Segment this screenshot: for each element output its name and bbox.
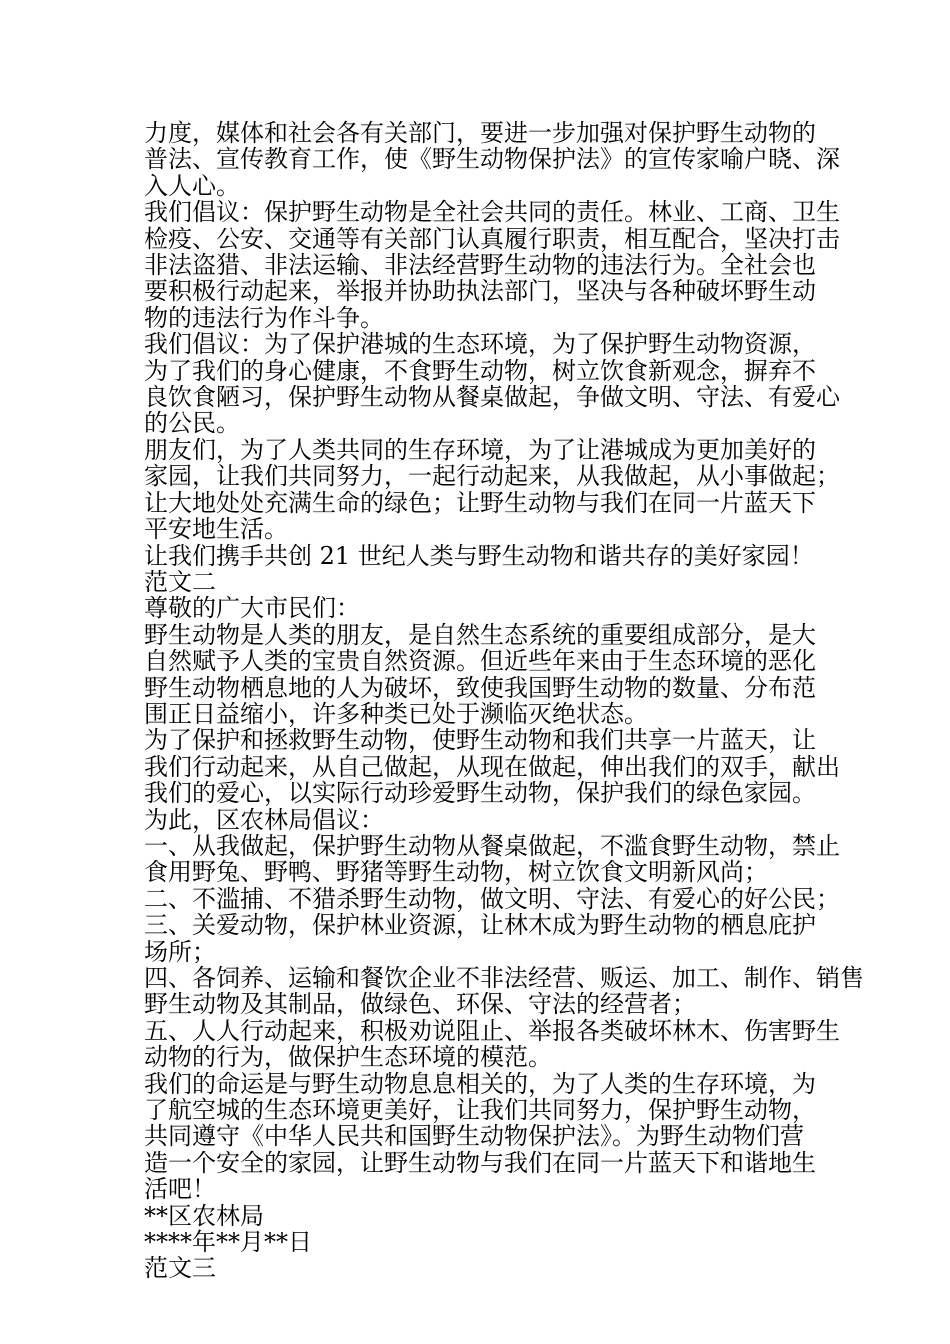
text-line: 野生动物是人类的朋友，是自然生态系统的重要组成部分，是大: [144, 620, 816, 649]
section-heading: 范文二: [144, 567, 216, 596]
text-line: 活吧！: [144, 1175, 216, 1204]
text-line: 要积极行动起来，举报并协助执法部门，坚决与各种破坏野生动: [144, 277, 816, 306]
text-line: 入人心。: [144, 171, 240, 200]
text-line: 为了保护和拯救野生动物，使野生动物和我们共享一片蓝天，让: [144, 726, 816, 755]
text-line: 野生动物栖息地的人为破坏，致使我国野生动物的数量、分布范: [144, 673, 816, 702]
text-line: 家园，让我们共同努力，一起行动起来，从我做起，从小事做起；: [144, 462, 840, 491]
text-line: 力度，媒体和社会各有关部门，要进一步加强对保护野生动物的: [144, 119, 816, 147]
text-line: 我们倡议：保护野生动物是全社会共同的责任。林业、工商、卫生: [144, 198, 840, 227]
text-line: 了航空城的生态环境更美好，让我们共同努力，保护野生动物，: [144, 1096, 816, 1125]
text-line: 四、各饲养、运输和餐饮企业不非法经营、贩运、加工、制作、销售: [144, 964, 864, 992]
signature-date: ****年**月**日: [144, 1228, 312, 1257]
document-body: [144, 119, 864, 1283]
text-line: 我们行动起来，从自己做起，从现在做起，伸出我们的双手，献出: [144, 752, 840, 781]
text-line: 平安地生活。: [144, 515, 288, 544]
text-line: 物的违法行为作斗争。: [144, 303, 384, 332]
text-line: 检疫、公安、交通等有关部门认真履行职责，相互配合，坚决打击: [144, 224, 840, 253]
text-line: 朋友们，为了人类共同的生存环境，为了让港城成为更加美好的: [144, 435, 816, 464]
text-line: 非法盗猎、非法运输、非法经营野生动物的违法行为。全社会也: [144, 251, 816, 280]
text-line: 造一个安全的家园，让野生动物与我们在同一片蓝天下和谐地生: [144, 1148, 816, 1177]
text-line: 食用野兔、野鸭、野猪等野生动物，树立饮食文明新风尚；: [144, 858, 768, 887]
text-line: 让我们携手共创 21 世纪人类与野生动物和谐共存的美好家园！: [144, 541, 814, 570]
text-line: 围正日益缩小，许多种类已处于濒临灭绝状态。: [144, 699, 648, 728]
text-line: 为了我们的身心健康，不食野生动物，树立饮食新观念，摒弃不: [144, 356, 816, 385]
text-line: 我们的命运是与野生动物息息相关的，为了人类的生存环境，为: [144, 1069, 816, 1098]
text-line: 共同遵守《中华人民共和国野生动物保护法》。为野生动物们营: [144, 1122, 804, 1151]
text-line: 良饮食陋习，保护野生动物从餐桌做起，争做文明、守法、有爱心: [144, 383, 840, 412]
text-line: 野生动物及其制品，做绿色、环保、守法的经营者；: [144, 990, 696, 1019]
text-line: 我们的爱心，以实际行动珍爱野生动物，保护我们的绿色家园。: [144, 779, 816, 808]
text-line: 五、人人行动起来，积极劝说阻止、举报各类破坏林木、伤害野生: [144, 1016, 840, 1045]
text-line: 为此，区农林局倡议：: [144, 805, 384, 834]
text-line: 自然赋予人类的宝贵自然资源。但近些年来由于生态环境的恶化: [144, 647, 816, 676]
text-line: 场所；: [144, 937, 216, 966]
section-heading: 范文三: [144, 1254, 216, 1283]
signature-org: **区农林局: [144, 1201, 264, 1230]
text-line: 三、关爱动物，保护林业资源，让林木成为野生动物的栖息庇护: [144, 911, 816, 940]
text-line: 普法、宣传教育工作，使《野生动物保护法》的宣传家喻户晓、深: [144, 145, 840, 174]
text-line: 动物的行为，做保护生态环境的模范。: [144, 1043, 552, 1072]
salutation: 尊敬的广大市民们：: [144, 594, 360, 623]
text-line: 二、不滥捕、不猎杀野生动物，做文明、守法、有爱心的好公民；: [144, 884, 840, 913]
text-line: 的公民。: [144, 409, 240, 438]
text-line: 一、从我做起，保护野生动物从餐桌做起，不滥食野生动物，禁止: [144, 831, 840, 860]
text-line: 让大地处处充满生命的绿色；让野生动物与我们在同一片蓝天下: [144, 488, 816, 517]
text-line: 我们倡议：为了保护港城的生态环境，为了保护野生动物资源，: [144, 330, 816, 359]
